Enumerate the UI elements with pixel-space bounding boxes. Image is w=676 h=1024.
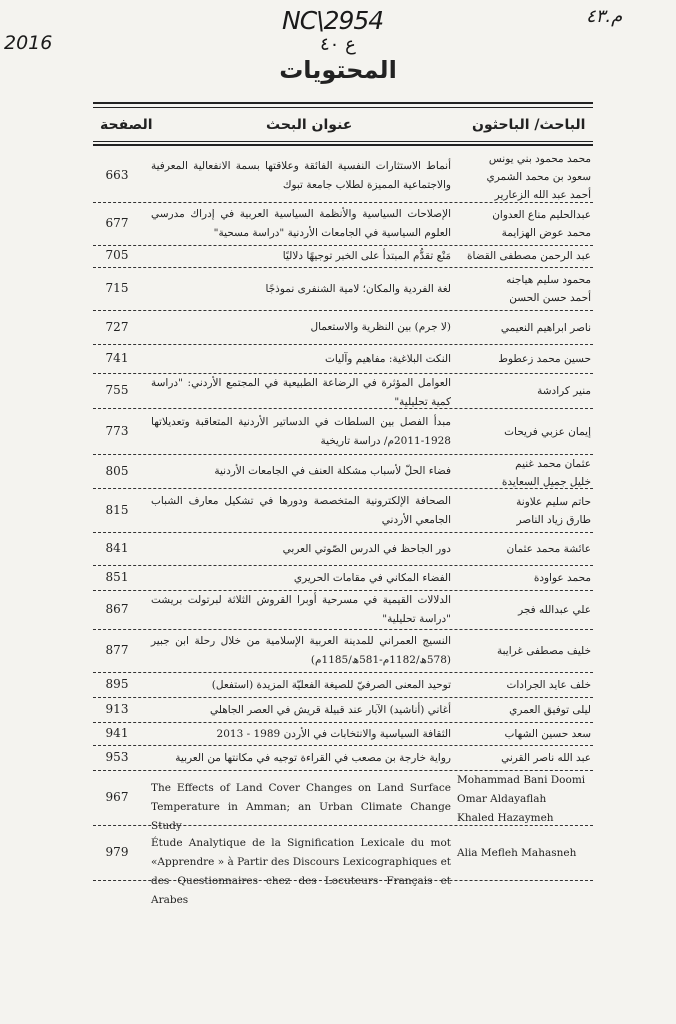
author-name: سعد حسين الشهاب	[504, 728, 591, 740]
article-title: مبدأ الفصل بين السلطات في الدساتير الأردنية المتعاقبة وتعديلاتها 1928-2011م/ دراسة تاريخية	[151, 415, 451, 447]
page-number: 953	[105, 750, 129, 764]
table-row	[93, 630, 593, 673]
article-title: توحيد المعنى الصرفيّ للصيغة الفعليّة المزيدة (استفعل)	[211, 678, 451, 691]
authors	[457, 350, 591, 368]
header-bottom-rule	[93, 144, 593, 146]
author-name: Khaled Hazaymeh	[457, 812, 554, 824]
table-row	[93, 489, 593, 533]
header-top-rule	[93, 102, 593, 104]
authors	[457, 319, 591, 337]
authors	[457, 493, 591, 529]
author-name: محمد عوض الهزايمة	[501, 227, 591, 239]
authors	[457, 601, 591, 619]
header-bottom-rule-thin	[93, 141, 593, 142]
table-row	[93, 723, 593, 746]
column-header-authors: الباحث/ الباحثون	[472, 117, 586, 133]
page-number: 841	[105, 541, 129, 555]
table-row	[93, 746, 593, 771]
table-row	[93, 698, 593, 723]
page-number: 815	[105, 502, 129, 517]
authors	[457, 150, 591, 204]
table-row	[93, 150, 593, 203]
author-name: عثمان محمد غنيم	[515, 458, 591, 470]
author-name: عبدالحليم مناع العدوان	[492, 209, 591, 221]
authors	[457, 771, 591, 828]
author-name: إيمان عزبي فريحات	[504, 425, 591, 438]
article-title: أنماط الاستثارات النفسية الفائقة وعلاقتها بسمة الانفعالية المعرفية والاجتماعية المميزة لطلاب جامعة تبوك	[151, 160, 451, 191]
handwritten-issue: ع ٤٠	[320, 34, 356, 55]
authors	[457, 642, 591, 660]
column-header-title: عنوان البحث	[266, 117, 353, 133]
page-number: 677	[105, 216, 129, 230]
author-name: حسين محمد زعطوط	[498, 353, 591, 365]
table-row	[93, 409, 593, 455]
author-name: خلف عايد الجرادات	[506, 679, 591, 691]
author-name: عبد الله ناصر القرني	[501, 752, 591, 764]
page-title: المحتويات	[279, 56, 397, 84]
page-number: 773	[105, 423, 129, 438]
article-title: (لا جرم) بين النظرية والاستعمال	[310, 321, 451, 333]
author-name: محمد محمود بني يونس	[488, 153, 591, 165]
author-name: عائشة محمد عثمان	[506, 543, 591, 555]
author-name: عبد الرحمن مصطفى القضاة	[466, 250, 591, 262]
page-number: 715	[105, 281, 129, 295]
column-header-page: الصفحة	[100, 117, 153, 133]
handwritten-reference: NC\2954	[282, 6, 384, 35]
article-title: لغة الفردية والمكان؛ لامية الشنفرى نموذجًا	[265, 282, 451, 295]
table-row	[93, 374, 593, 409]
page-number: 851	[105, 570, 129, 584]
author-name: أحمد عبد الله الزعارير	[494, 189, 591, 201]
author-name: سعود بن محمد الشمري	[486, 171, 591, 183]
article-title: الفضاء المكاني في مقامات الحريري	[293, 571, 451, 584]
author-name: Mohammad Bani Doomi	[457, 774, 586, 786]
handwritten-volume: م.٤٣	[586, 6, 623, 27]
table-row	[93, 566, 593, 591]
author-name: خليل جميل السعايدة	[501, 476, 591, 488]
article-title: Étude Analytique de la Signification Lexicale du mot «Apprendre » à Partir des Discours Lexicographiques et des Questionnaires chez des Locuteurs Français et Arabes	[151, 837, 451, 906]
authors	[457, 569, 591, 587]
author-name: علي عبدالله فجر	[518, 604, 591, 616]
page-number: 967	[105, 790, 129, 804]
authors	[457, 844, 591, 863]
page-number: 741	[105, 351, 129, 365]
article-title: دور الجاحظ في الدرس الصّوتي العربي	[282, 542, 451, 555]
page-number: 705	[105, 248, 129, 262]
table-row	[93, 311, 593, 345]
article-title: الصحافة الإلكترونية المتخصصة ودورها في تشكيل معارف الشباب الجامعي الأردني	[151, 494, 451, 526]
article-title: الإصلاحات السياسية والأنظمة السياسية العربية في إدراك مدرسي العلوم السياسية في الجامعات الأردنية "دراسة مسحية"	[151, 208, 451, 239]
article-title: النكت البلاغية: مفاهيم وآليات	[324, 352, 451, 365]
page-number: 663	[105, 168, 129, 182]
author-name: Omar Aldayaflah	[457, 793, 547, 805]
authors	[457, 206, 591, 242]
authors	[457, 423, 591, 441]
article-title: أغاني (أناشيد) الآبار عند قبيلة قريش في العصر الجاهلي	[209, 703, 451, 716]
authors	[457, 749, 591, 767]
table-row	[93, 771, 593, 832]
page-number: 913	[105, 702, 129, 716]
article-title: فضاء الحلّ لأسباب مشكلة العنف في الجامعات الأردنية	[214, 465, 451, 477]
authors	[457, 455, 591, 491]
article-title: العوامل المؤثرة في الرضاعة الطبيعية في المجتمع الأردني: "دراسة كمية تحليلية"	[151, 377, 451, 408]
page-number: 755	[105, 383, 129, 397]
authors	[457, 382, 591, 400]
header-top-rule-thin	[93, 107, 593, 108]
author-name: خليف مصطفى غرايبة	[496, 645, 591, 657]
table-row	[93, 455, 593, 489]
authors	[457, 247, 591, 265]
article-title: مَنْع تقدُّم المبتدأ على الخبر توجيهًا دلاليًا	[282, 249, 451, 262]
article-title: النسيج العمراني للمدينة العربية الإسلامية من خلال رحلة ابن جبير (578ھ/1182م-581ھ/1185م)	[151, 635, 451, 666]
article-title: الثقافة السياسية والانتخابات في الأردن 1989 - 2013	[216, 727, 451, 740]
table-row	[93, 673, 593, 698]
author-name: حاتم سليم علاونة	[516, 495, 591, 508]
article-title: The Effects of Land Cover Changes on Land Surface Temperature in Amman; an Urban Climate Change Study	[151, 782, 451, 832]
table-row	[93, 826, 593, 906]
authors	[457, 271, 591, 307]
table-row	[93, 591, 593, 630]
page-number: 867	[105, 602, 129, 616]
page-number: 805	[105, 463, 129, 478]
article-title: رواية خارجة بن مصعب في القراءة توجيه في مكانتها من العربية	[175, 751, 451, 764]
author-name: أحمد حسن الحسن	[509, 292, 591, 304]
page-number: 727	[105, 319, 129, 334]
handwritten-year: 2016	[4, 32, 53, 54]
article-title: الدلالات القيمية في مسرحية أوبرا القروش الثلاثة لبرتولت بريشت "دراسة تحليلية"	[151, 594, 451, 625]
authors	[457, 540, 591, 558]
table-row	[93, 533, 593, 566]
table-row	[93, 203, 593, 246]
author-name: محمود سليم هياجنه	[506, 274, 591, 286]
author-name: منير كرادشة	[537, 385, 591, 397]
table-row	[93, 268, 593, 311]
author-name: محمد عواودة	[533, 572, 591, 584]
table-row	[93, 245, 593, 268]
page-number: 895	[105, 677, 129, 691]
authors	[457, 725, 591, 743]
author-name: ليلى توفيق العمري	[509, 704, 591, 716]
authors	[457, 676, 591, 694]
page-number: 877	[105, 643, 129, 657]
author-name: Alia Mefleh Mahasneh	[457, 846, 577, 859]
page-number: 941	[105, 726, 129, 740]
table-row	[93, 345, 593, 374]
authors	[457, 701, 591, 719]
page-number: 979	[105, 845, 129, 859]
author-name: طارق زياد الناصر	[516, 513, 591, 526]
author-name: ناصر ابراهيم النعيمي	[500, 321, 591, 334]
